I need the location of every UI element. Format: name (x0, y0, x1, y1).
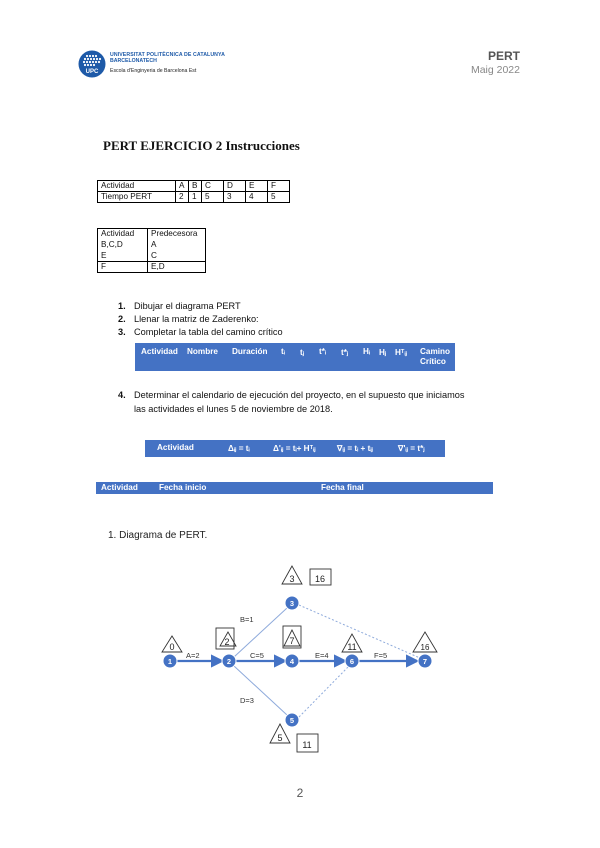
list-item (118, 326, 283, 339)
table-cell: 3 (224, 192, 246, 203)
table-row (98, 229, 206, 240)
table-row (98, 181, 290, 192)
early-time-node-1: 0 (169, 642, 175, 652)
school-name: Escola d'Enginyeria de Barcelona Est (110, 68, 197, 74)
table-cell: E (246, 181, 268, 192)
edge-label-d: D=3 (240, 696, 254, 705)
table-cell: 5 (202, 192, 224, 203)
dummy-edge-5-6 (299, 665, 350, 717)
node-label: 1 (167, 657, 173, 666)
step-number: 3. (118, 327, 126, 337)
step-text: Llenar la matriz de Zaderenko: (134, 314, 259, 324)
early-time-node-2: 2 (224, 637, 230, 647)
tiempos-table (97, 180, 290, 203)
column-header: Fecha inicio (159, 483, 207, 492)
late-time-node-5: 11 (302, 740, 312, 750)
edge-label-f: F=5 (374, 651, 388, 660)
column-header: Δᵢⱼ = tᵢ (228, 444, 250, 453)
column-header: Hⱼ (379, 348, 387, 357)
step-number: 2. (118, 314, 126, 324)
node-label: 7 (422, 657, 428, 666)
doc-date: Maig 2022 (470, 64, 520, 76)
table-row (98, 240, 206, 251)
edge-label-c: C=5 (250, 651, 264, 660)
table-cell: A (148, 240, 206, 251)
table-cell: C (148, 251, 206, 262)
node-label: 5 (289, 716, 295, 725)
column-header: Actividad (157, 443, 194, 452)
table-cell: Tiempo PERT (98, 192, 176, 203)
column-header: Actividad (141, 347, 178, 356)
table-cell: 5 (268, 192, 290, 203)
column-header: Fecha final (321, 483, 364, 492)
step-text: Completar la tabla del camino crítico (134, 327, 283, 337)
column-header: t*ᵢ (319, 347, 327, 356)
step-text: Determinar el calendario de ejecución del proyecto, en el supuesto que iniciamos las actividades el lunes 5 de noviembre de 2018. (134, 390, 465, 414)
column-header: Hᵀᵢⱼ (395, 348, 408, 357)
early-time-node-5: 5 (277, 733, 283, 743)
column-header: Camino Crítico (420, 347, 451, 366)
table-cell: 4 (246, 192, 268, 203)
edge-label-e: E=4 (315, 651, 329, 660)
list-item (118, 300, 283, 313)
table-cell: D (224, 181, 246, 192)
table-cell: B (189, 181, 202, 192)
edge-label-b: B=1 (240, 615, 254, 624)
instruction-steps (118, 300, 283, 339)
calendar-table-header (96, 482, 493, 494)
column-header: Duración (232, 347, 268, 356)
column-header: Actividad (101, 483, 138, 492)
formula-table-header (145, 440, 445, 457)
list-item (118, 313, 283, 326)
column-header: t*ⱼ (341, 348, 349, 357)
table-cell: A (176, 181, 189, 192)
table-cell: Actividad (98, 181, 176, 192)
table-cell: C (202, 181, 224, 192)
column-header: Nombre (187, 347, 218, 356)
column-header: ∇ᵢⱼ = tᵢ + tᵢⱼ (337, 444, 373, 453)
step-number: 1. (118, 301, 126, 311)
pert-diagram (140, 560, 460, 760)
column-header: Δ'ᵢⱼ = tᵢ+ Hᵀᵢⱼ (273, 444, 316, 453)
early-time-node-3: 3 (289, 574, 295, 584)
node-label: 3 (289, 599, 295, 608)
table-cell: 2 (176, 192, 189, 203)
early-time-node-7: 16 (420, 643, 430, 652)
university-name (110, 52, 225, 74)
step-text: Dibujar el diagrama PERT (134, 301, 241, 311)
table-cell: F (268, 181, 290, 192)
logo-abbr: UPC (85, 69, 99, 75)
table-row (98, 262, 206, 273)
upc-logo (78, 50, 106, 78)
early-time-node-6: 11 (347, 642, 357, 652)
table-row (98, 192, 290, 203)
list-item (118, 388, 468, 416)
table-cell: E,D (148, 262, 206, 273)
column-header: Hᵢ (363, 347, 371, 356)
table-cell: F (98, 262, 148, 273)
page-title: PERT EJERCICIO 2 Instrucciones (103, 138, 300, 153)
page-number: 2 (296, 786, 304, 800)
doc-title: PERT (487, 49, 520, 63)
table-cell: E (98, 251, 148, 262)
node-label: 4 (289, 657, 295, 666)
edge-label-a: A=2 (186, 651, 200, 660)
early-time-node-4: 7 (289, 636, 295, 646)
node-label: 6 (349, 657, 355, 666)
diagram-heading: 1. Diagrama de PERT. (108, 530, 208, 541)
late-time-node-3: 16 (314, 574, 326, 584)
column-header: tⱼ (300, 348, 305, 357)
node-label: 2 (226, 657, 232, 666)
edge-d (234, 666, 287, 715)
column-header: tᵢ (281, 347, 285, 356)
table-cell: B,C,D (98, 240, 148, 251)
critical-path-table-header (135, 343, 455, 371)
table-cell: Actividad (98, 229, 148, 240)
table-row (98, 251, 206, 262)
step-number: 4. (118, 390, 126, 400)
column-header: ∇'ᵢⱼ = t*ⱼ (398, 444, 425, 453)
table-cell: 1 (189, 192, 202, 203)
table-cell: Predecesora (148, 229, 206, 240)
university-line1: UNIVERSITAT POLITÈCNICA DE CATALUNYA (110, 52, 225, 58)
predecesoras-table (97, 228, 206, 273)
university-line2: BARCELONATECH (110, 58, 157, 64)
